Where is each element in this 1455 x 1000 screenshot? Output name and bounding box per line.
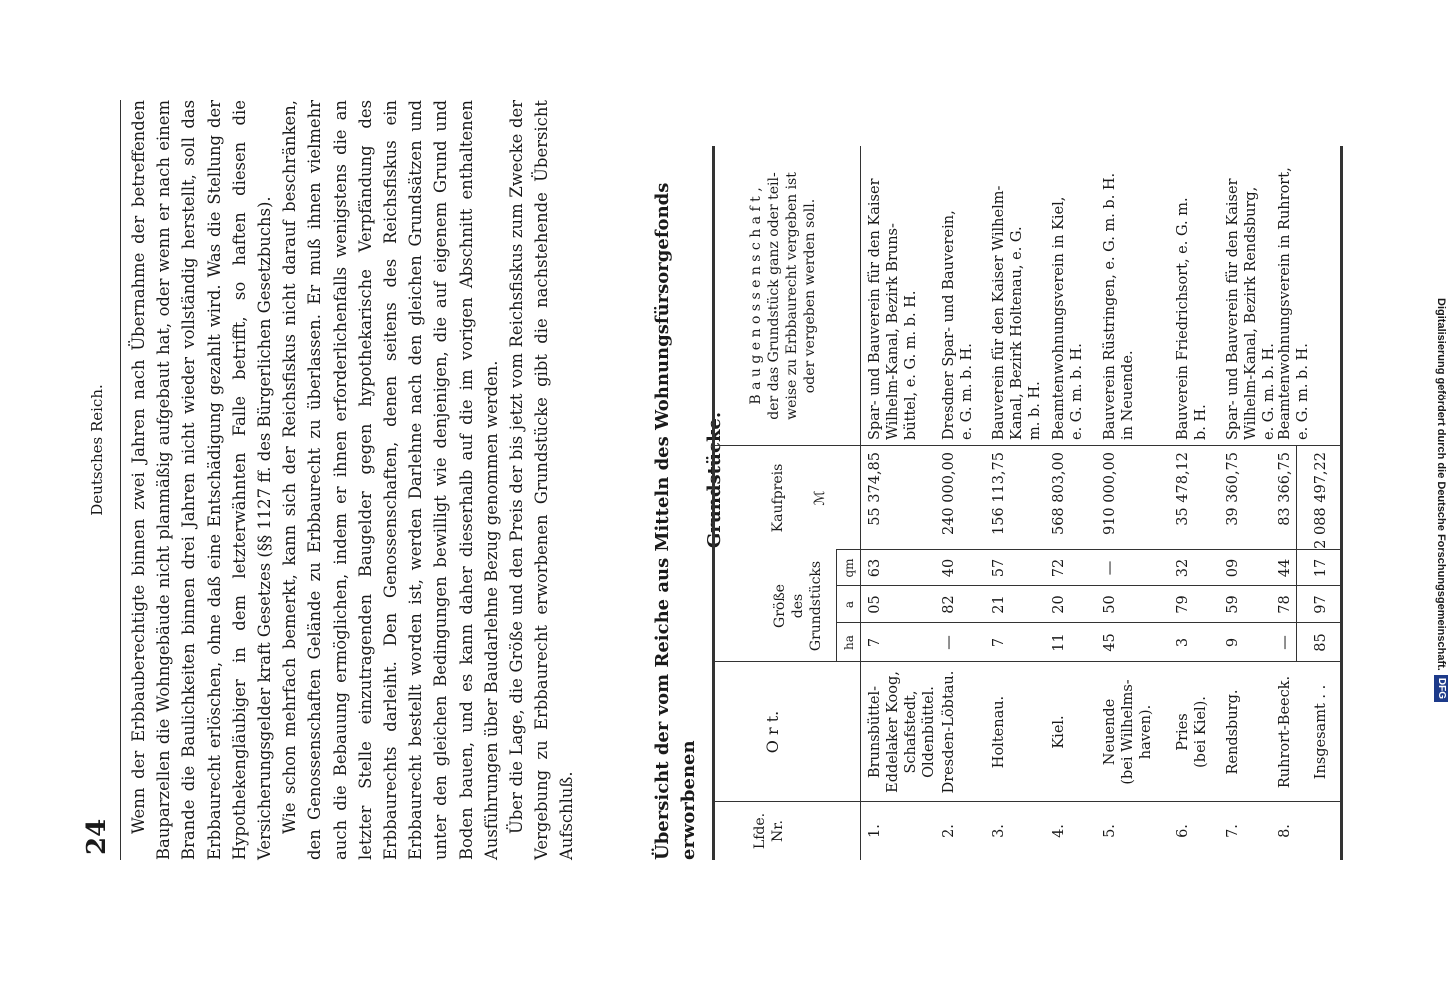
column-rule xyxy=(836,549,1340,550)
row-baugenossenschaft: Bauverein Rüstringen, e. G. m. b. H. xyxy=(1102,172,1118,440)
header-groesse: des xyxy=(790,593,806,619)
header-baugenossenschaft: weise zu Erbbaurecht vergeben ist xyxy=(784,172,800,420)
row-kaufpreis: 240 000,00 xyxy=(941,452,957,536)
header-baugenossenschaft: oder vergeben werden soll. xyxy=(802,198,818,394)
header-kaufpreis: Kaufpreis xyxy=(770,463,786,533)
row-kaufpreis: 55 374,85 xyxy=(867,452,883,526)
row-ort: Rendsburg. xyxy=(1225,689,1241,775)
row-kaufpreis: 910 000,00 xyxy=(1102,452,1118,536)
row-baugenossenschaft: Beamtenwohnungsverein in Kiel, xyxy=(1051,196,1067,440)
row-ort: Kiel. xyxy=(1051,715,1067,749)
header-nr: Nr. xyxy=(770,820,786,842)
row-baugenossenschaft: m. b. H. xyxy=(1027,381,1043,440)
row-nr: 3. xyxy=(991,824,1007,838)
table-title-line1: Übersicht der vom Reiche aus Mitteln des Wohnungsfürsorgefonds erworbenen xyxy=(652,182,699,860)
row-qm: 72 xyxy=(1051,558,1067,578)
header-kaufpreis-unit: ℳ xyxy=(812,490,828,506)
side-note xyxy=(1430,0,1452,1000)
row-ort: Pries xyxy=(1175,713,1191,751)
row-a: 79 xyxy=(1175,595,1191,614)
header-groesse: Grundstücks xyxy=(808,560,824,652)
header-ort: O r t. xyxy=(763,710,782,754)
paragraph: Wie schon mehrfach bemerkt, kann sich der Reichsfiskus nicht darauf beschränken, den Genossenschaften Gelände zu Erbbaurecht zu überlassen. Er muß ihnen vielmehr auch die Bebauung ermöglichen, indem er ihnen erforderlichenfalls wenigstens die an letzter Stelle einzutragenden Baugelder gegen hypothekarische Verpfändung des Erbbaurechts darleiht. Den Genossenschaften, denen seitens des Reichsfiskus ein Erbbaurecht bestellt worden ist, werden Darlehne nach den gleichen Grundsätzen und unter den gleichen Bedingungen bewilligt wie denjenigen, die auf eigenem Grund und Boden bauen, und es kann daher dieserhalb auf die im vorigen Abschnitt enthaltenen Ausführungen über Baudarlehne Bezug genommen werden. xyxy=(280,100,501,860)
row-qm: — xyxy=(1102,560,1118,576)
row-a: 59 xyxy=(1225,595,1241,614)
row-kaufpreis: 39 360,75 xyxy=(1225,452,1241,526)
row-ort: (bei Kiel). xyxy=(1193,696,1209,768)
header-groesse: Größe xyxy=(772,584,788,628)
row-a: 82 xyxy=(941,595,957,614)
row-baugenossenschaft: e. G. m. b. H. xyxy=(1295,343,1311,440)
row-kaufpreis: 35 478,12 xyxy=(1175,452,1191,526)
row-nr: 6. xyxy=(1175,824,1191,838)
row-ort: Dresden-Löbtau. xyxy=(941,670,957,794)
row-nr: 1. xyxy=(867,824,883,838)
row-a: 20 xyxy=(1051,595,1067,614)
side-note-text xyxy=(1430,10,1452,990)
row-baugenossenschaft: Bauverein für den Kaiser Wilhelm- xyxy=(991,185,1007,440)
row-ha: 3 xyxy=(1175,637,1191,648)
row-baugenossenschaft: Kanal, Bezirk Holtenau, e. G. xyxy=(1009,226,1025,440)
row-kaufpreis: 568 803,00 xyxy=(1051,452,1067,536)
overview-table xyxy=(712,146,1340,860)
table-bottom-rule xyxy=(1340,146,1343,860)
row-baugenossenschaft: büttel, e. G. m. b. H. xyxy=(903,290,919,440)
row-a: 50 xyxy=(1102,595,1118,614)
row-ort: Brunsbüttel- xyxy=(867,685,883,779)
row-ha: — xyxy=(1277,635,1293,650)
header-nr: Lfde. xyxy=(752,812,768,850)
row-ha: — xyxy=(941,635,957,650)
row-baugenossenschaft: e. G. m. b. H. xyxy=(1069,343,1085,440)
row-baugenossenschaft: e. G. m. b. H. xyxy=(959,343,975,440)
row-baugenossenschaft: Wilhelm-Kanal, Bezirk Bruns- xyxy=(885,223,901,440)
row-baugenossenschaft: Wilhelm-Kanal, Bezirk Rendsburg, xyxy=(1243,186,1259,440)
row-baugenossenschaft: in Neuende. xyxy=(1120,350,1136,440)
row-a: 21 xyxy=(991,595,1007,614)
row-qm: 63 xyxy=(867,558,883,578)
row-ort: Holtenau. xyxy=(991,695,1007,769)
row-ha: 45 xyxy=(1102,633,1118,652)
row-a: 05 xyxy=(867,595,883,614)
row-baugenossenschaft: Spar- und Bauverein für den Kaiser xyxy=(1225,178,1241,440)
header-baugenossenschaft: B a u g e n o s s e n s c h a f t , xyxy=(748,187,764,405)
row-nr: 8. xyxy=(1277,824,1293,838)
total-a: 97 xyxy=(1313,595,1329,614)
row-baugenossenschaft: b. H. xyxy=(1193,404,1209,440)
row-ort: Ruhrort-Beeck. xyxy=(1277,675,1293,789)
row-nr: 7. xyxy=(1225,824,1241,838)
row-baugenossenschaft: Dresdner Spar- und Bauverein, xyxy=(941,210,957,440)
row-ort: haven). xyxy=(1138,704,1154,760)
total-kaufpreis: 2 088 497,22 xyxy=(1313,452,1329,549)
row-qm: 32 xyxy=(1175,558,1191,578)
row-qm: 57 xyxy=(991,558,1007,578)
row-kaufpreis: 156 113,75 xyxy=(991,452,1007,536)
row-ort: Schafstedt, xyxy=(903,690,919,774)
table-title-line2: Grundstücke. xyxy=(704,411,725,549)
total-qm: 17 xyxy=(1313,558,1329,578)
sum-rule xyxy=(1296,446,1297,662)
row-ha: 11 xyxy=(1051,633,1067,652)
total-label: Insgesamt . . xyxy=(1313,684,1329,780)
header-ha: ha xyxy=(842,635,856,650)
row-baugenossenschaft: e. G. m. b. H. xyxy=(1261,343,1277,440)
header-rule xyxy=(120,100,121,860)
row-a: 78 xyxy=(1277,595,1293,614)
paragraph: Wenn der Erbbauberechtigte binnen zwei Jahren nach Übernahme der betreffenden Bauparzellen die Wohngebäude nicht planmäßig aufgebaut hat, oder wenn er nach einem Brande die Baulichkeiten binnen drei Jahren nicht wieder vollständig herstellt, soll das Erbbaurecht erlöschen, ohne daß eine Entschädigung gezahlt wird. Was die Stellung der Hypothekengläubiger in dem letzterwähnten Falle betrifft, so haften diesen die Versicherungsgelder kraft Gesetzes (§§ 1127 ff. des Bürgerlichen Gesetzbuchs). xyxy=(129,100,275,860)
row-ha: 7 xyxy=(991,637,1007,648)
row-ha: 9 xyxy=(1225,637,1241,648)
row-baugenossenschaft: Bauverein Friedrichsort, e. G. m. xyxy=(1175,197,1191,440)
dfg-logo: DFG xyxy=(1434,675,1448,702)
paragraph: Über die Lage, die Größe und den Preis der bis jetzt vom Reichsfiskus zum Zwecke der Vergebung zu Erbbaurecht erworbenen Grundstücke gibt die nachstehende Übersicht Aufschluß. xyxy=(507,100,577,860)
row-qm: 40 xyxy=(941,558,957,578)
row-ort: Neuende xyxy=(1102,698,1118,766)
row-baugenossenschaft: Spar- und Bauverein für den Kaiser xyxy=(867,178,883,440)
row-ha: 7 xyxy=(867,637,883,648)
header-qm: qm xyxy=(842,558,856,578)
body-text xyxy=(126,100,580,860)
row-ort: Eddelaker Koog, xyxy=(885,671,901,793)
column-rule xyxy=(836,622,1340,623)
total-ha: 85 xyxy=(1313,633,1329,652)
funding-note: Digitalisierung gefördert durch die Deutsche Forschungsgemeinschaft. xyxy=(1435,298,1447,671)
column-rule xyxy=(712,801,1340,802)
header-a: a xyxy=(842,600,856,609)
page-number: 24 xyxy=(82,818,112,855)
header-baugenossenschaft: der das Grundstück ganz oder teil- xyxy=(766,172,782,420)
row-qm: 44 xyxy=(1277,558,1293,578)
row-nr: 4. xyxy=(1051,824,1067,838)
size-subheader-rule xyxy=(836,550,837,662)
row-nr: 5. xyxy=(1102,824,1118,838)
row-baugenossenschaft: Beamtenwohnungsverein in Ruhrort, xyxy=(1277,167,1293,440)
row-kaufpreis: 83 366,75 xyxy=(1277,452,1293,526)
row-ort: Oldenbüttel. xyxy=(921,686,937,778)
row-qm: 09 xyxy=(1225,558,1241,578)
running-head: Deutsches Reich. xyxy=(88,384,106,516)
row-ort: (bei Wilhelms- xyxy=(1120,679,1136,785)
column-rule xyxy=(836,585,1340,586)
row-nr: 2. xyxy=(941,824,957,838)
table-top-rule xyxy=(712,146,715,860)
header-bottom-rule xyxy=(860,146,861,860)
